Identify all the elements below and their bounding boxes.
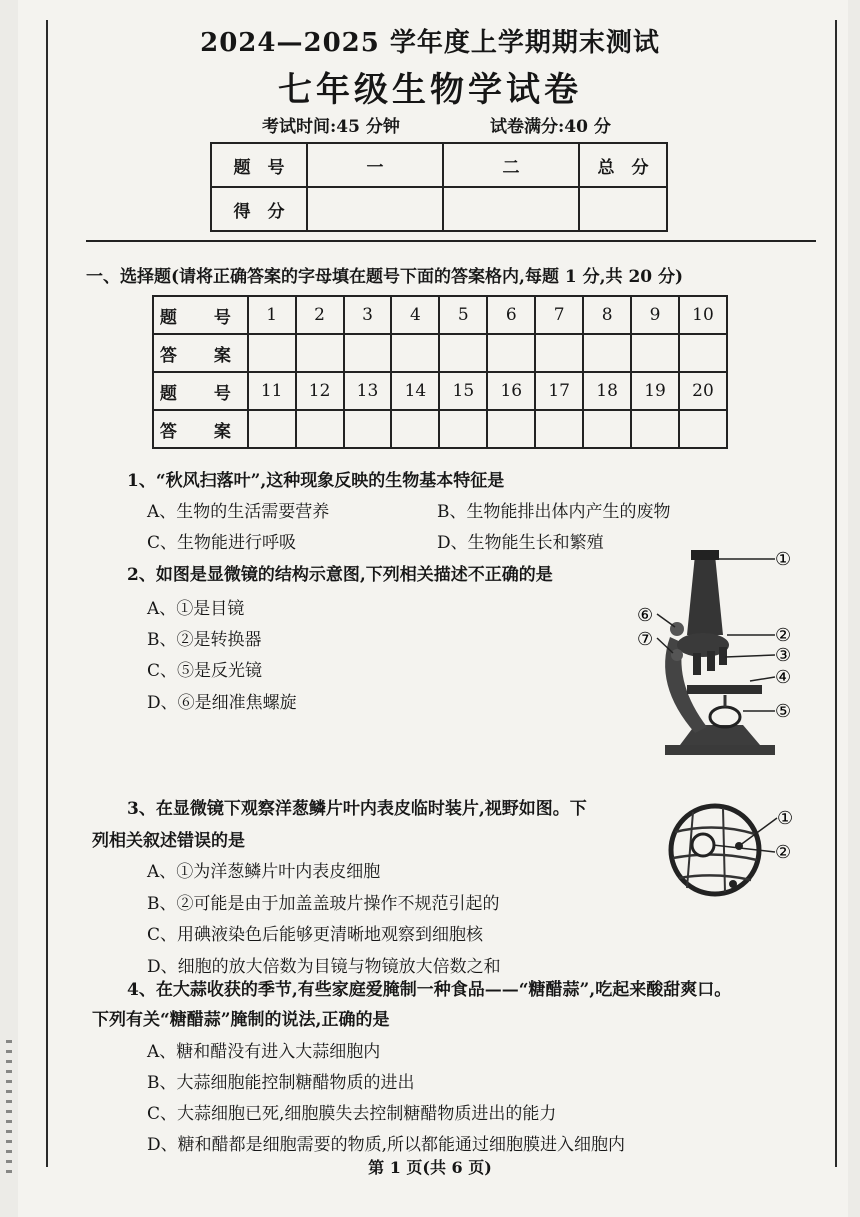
page-number: 第 1 页(共 6 页) (368, 1158, 492, 1177)
answer-cell[interactable] (487, 410, 535, 448)
q3-option-c: C、用碘液染色后能够更清晰地观察到细胞核 (147, 925, 484, 945)
score-header-cell: 题 号 (211, 143, 307, 187)
microscope-label: ② (775, 625, 792, 646)
question-number-cell: 16 (487, 372, 535, 410)
question-number-cell: 5 (439, 296, 487, 334)
q1-option-d: D、生物能生长和繁殖 (437, 533, 604, 553)
q3-option-b: B、②可能是由于加盖盖玻片操作不规范引起的 (147, 894, 500, 914)
question-number-cell: 7 (535, 296, 583, 334)
answer-cell[interactable] (679, 334, 727, 372)
answer-cell[interactable] (583, 334, 631, 372)
q2-option-d: D、⑥是细准焦螺旋 (147, 693, 297, 713)
answer-grid (152, 295, 728, 449)
right-margin-line (835, 20, 837, 1167)
section-heading: 一、选择题(请将正确答案的字母填在题号下面的答案格内,每题 1 分,共 20 分) (86, 267, 684, 287)
question-number-cell: 18 (583, 372, 631, 410)
answer-cell[interactable] (487, 334, 535, 372)
q4-stem-line1: 4、在大蒜收获的季节,有些家庭爱腌制一种食品——“糖醋蒜”,吃起来酸甜爽口。 (127, 980, 732, 1000)
answer-cell[interactable] (631, 334, 679, 372)
q3-option-d: D、细胞的放大倍数为目镜与物镜放大倍数之和 (147, 957, 501, 977)
q2-option-c: C、⑤是反光镜 (147, 661, 263, 681)
q4-option-b: B、大蒜细胞能控制糖醋物质的进出 (147, 1073, 415, 1093)
score-header-cell: 总 分 (579, 143, 667, 187)
answer-cell[interactable] (583, 410, 631, 448)
q4-stem-line2: 下列有关“糖醋蒜”腌制的说法,正确的是 (92, 1010, 390, 1030)
microscope-label: ③ (775, 645, 792, 666)
question-number-cell: 8 (583, 296, 631, 334)
score-header-cell: 二 (443, 143, 579, 187)
score-header-cell: 一 (307, 143, 443, 187)
q1-stem: 1、“秋风扫落叶”,这种现象反映的生物基本特征是 (127, 471, 505, 491)
score-table (210, 142, 668, 232)
answer-cell[interactable] (391, 334, 439, 372)
grid-row-label-answer: 答 案 (153, 410, 248, 448)
cell-view-label: ① (777, 808, 794, 829)
question-number-cell: 20 (679, 372, 727, 410)
divider (86, 240, 816, 242)
score-row-label: 得 分 (211, 187, 307, 231)
microscope-label: ⑤ (775, 701, 792, 722)
exam-title: 2024—2025 学年度上学期期末测试 (200, 28, 660, 58)
answer-cell[interactable] (344, 334, 392, 372)
q3-stem-line1: 3、在显微镜下观察洋葱鳞片叶内表皮临时装片,视野如图。下 (127, 799, 587, 819)
q2-option-a: A、①是目镜 (147, 599, 245, 619)
q1-option-b: B、生物能排出体内产生的废物 (437, 502, 671, 522)
question-number-cell: 3 (344, 296, 392, 334)
q4-option-d: D、糖和醋都是细胞需要的物质,所以都能通过细胞膜进入细胞内 (147, 1135, 626, 1155)
left-margin-line (46, 20, 48, 1167)
q3-option-a: A、①为洋葱鳞片叶内表皮细胞 (147, 862, 381, 882)
exam-time: 考试时间:45 分钟 (262, 117, 400, 137)
answer-cell[interactable] (248, 334, 296, 372)
question-number-cell: 4 (391, 296, 439, 334)
question-number-cell: 13 (344, 372, 392, 410)
grid-row-label-number: 题 号 (153, 296, 248, 334)
question-number-cell: 19 (631, 372, 679, 410)
q1-option-c: C、生物能进行呼吸 (147, 533, 297, 553)
question-number-cell: 12 (296, 372, 344, 410)
score-cell[interactable] (579, 187, 667, 231)
q4-option-c: C、大蒜细胞已死,细胞膜失去控制糖醋物质进出的能力 (147, 1104, 557, 1124)
score-cell[interactable] (307, 187, 443, 231)
q2-stem: 2、如图是显微镜的结构示意图,下列相关描述不正确的是 (127, 565, 553, 585)
answer-cell[interactable] (296, 410, 344, 448)
answer-cell[interactable] (631, 410, 679, 448)
answer-cell[interactable] (535, 334, 583, 372)
exam-full-score: 试卷满分:40 分 (490, 117, 611, 137)
question-number-cell: 2 (296, 296, 344, 334)
answer-cell[interactable] (391, 410, 439, 448)
question-number-cell: 14 (391, 372, 439, 410)
exam-subject-title: 七年级生物学试卷 (278, 70, 582, 110)
score-cell[interactable] (443, 187, 579, 231)
microscope-diagram (625, 545, 825, 760)
question-number-cell: 6 (487, 296, 535, 334)
answer-cell[interactable] (439, 410, 487, 448)
question-number-cell: 17 (535, 372, 583, 410)
microscope-label: ⑦ (637, 629, 654, 650)
grid-row-label-number: 题 号 (153, 372, 248, 410)
answer-cell[interactable] (344, 410, 392, 448)
answer-cell[interactable] (679, 410, 727, 448)
cell-view-label: ② (775, 842, 792, 863)
answer-cell[interactable] (296, 334, 344, 372)
answer-cell[interactable] (439, 334, 487, 372)
microscope-label: ① (775, 549, 792, 570)
answer-cell[interactable] (535, 410, 583, 448)
q1-option-a: A、生物的生活需要营养 (147, 502, 330, 522)
microscope-label: ④ (775, 667, 792, 688)
question-number-cell: 15 (439, 372, 487, 410)
microscope-label: ⑥ (637, 605, 654, 626)
question-number-cell: 9 (631, 296, 679, 334)
question-number-cell: 11 (248, 372, 296, 410)
question-number-cell: 10 (679, 296, 727, 334)
q3-stem-line2: 列相关叙述错误的是 (92, 831, 245, 851)
q4-option-a: A、糖和醋没有进入大蒜细胞内 (147, 1042, 381, 1062)
cell-view-diagram (665, 800, 830, 905)
question-number-cell: 1 (248, 296, 296, 334)
answer-cell[interactable] (248, 410, 296, 448)
grid-row-label-answer: 答 案 (153, 334, 248, 372)
q2-option-b: B、②是转换器 (147, 630, 262, 650)
